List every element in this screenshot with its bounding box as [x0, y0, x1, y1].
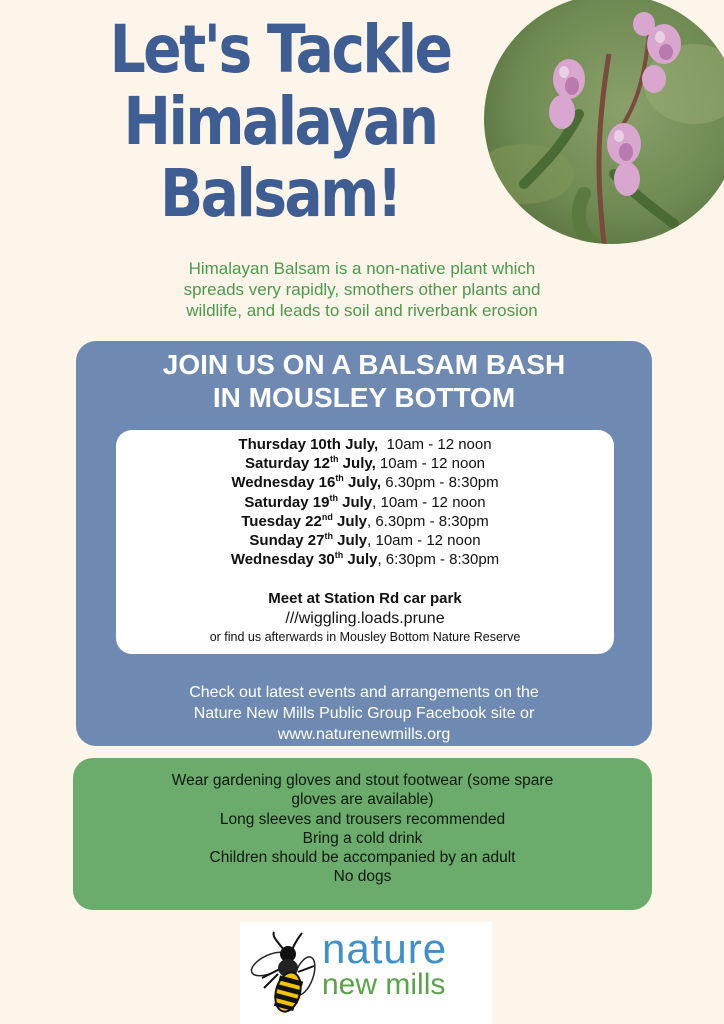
- session-month: July: [337, 493, 373, 511]
- session-day: Sunday 27: [249, 532, 325, 550]
- footer-line-2: Nature New Mills Public Group Facebook site or: [193, 705, 535, 722]
- logo-word-new-mills: new mills: [322, 968, 446, 1001]
- session-day: Saturday 19: [244, 493, 330, 511]
- session-day-suffix: th: [324, 531, 333, 542]
- schedule-card: [116, 430, 614, 654]
- session-month: July: [343, 551, 378, 569]
- website-link[interactable]: www.naturenewmills.org: [277, 726, 451, 743]
- session-day: Thursday 10th July,: [238, 436, 379, 453]
- tip-item: Children should be accompanied by an adult: [209, 849, 516, 867]
- session-day-suffix: nd: [321, 511, 333, 522]
- tip-item: Long sleeves and trousers recommended: [219, 810, 506, 828]
- session-list: [116, 435, 614, 569]
- session-item: [116, 493, 614, 512]
- afterwards-location: or find us afterwards in Mousley Bottom Nature Reserve: [209, 630, 521, 644]
- nature-new-mills-logo: [240, 922, 492, 1024]
- balsam-flower-photo: [484, 0, 724, 244]
- event-heading: [76, 348, 652, 414]
- session-day: Wednesday 30: [230, 551, 335, 569]
- session-item: [116, 550, 614, 569]
- session-item: [116, 454, 614, 473]
- session-month: July,: [343, 474, 382, 492]
- session-month: July,: [338, 455, 376, 473]
- event-heading-line-1: JOIN US ON A BALSAM BASH: [162, 349, 566, 380]
- session-item: [116, 531, 614, 550]
- meeting-point: Meet at Station Rd car park: [268, 590, 462, 607]
- event-footer: [106, 682, 622, 745]
- session-day: Tuesday 22: [241, 512, 322, 530]
- title-line-1: Let's Tackle: [109, 11, 451, 88]
- session-day-suffix: th: [329, 492, 338, 503]
- intro-text: [110, 258, 614, 321]
- session-day-suffix: th: [330, 454, 339, 465]
- session-item: [116, 473, 614, 492]
- intro-line-2: spreads very rapidly, smothers other plants and: [183, 280, 541, 299]
- event-heading-line-2: IN MOUSLEY BOTTOM: [212, 382, 516, 413]
- bee-logo-icon: [248, 926, 326, 1020]
- session-day: Wednesday 16: [231, 474, 336, 492]
- intro-line-3: wildlife, and leads to soil and riverbank erosion: [186, 301, 538, 320]
- session-item: [116, 435, 614, 454]
- poster-title: [91, 11, 469, 232]
- tip-item: gloves are available): [291, 791, 434, 809]
- session-month: July: [332, 532, 368, 550]
- session-time: 6.30pm - 8:30pm: [381, 474, 499, 492]
- tips-panel: [73, 758, 652, 910]
- what3words-address: ///wiggling.loads.prune: [285, 610, 445, 627]
- session-time: 10am - 12 noon: [375, 455, 486, 473]
- tip-item: No dogs: [333, 868, 392, 886]
- title-line-3: Balsam!: [159, 155, 401, 232]
- title-line-2: Himalayan: [123, 83, 437, 160]
- session-time: , 6.30pm - 8:30pm: [367, 512, 489, 530]
- tips-list: [103, 771, 622, 887]
- footer-line-1: Check out latest events and arrangements on the: [189, 684, 539, 701]
- session-time: , 10am - 12 noon: [372, 493, 486, 511]
- session-time: 10am - 12 noon: [378, 436, 492, 453]
- event-panel: [76, 341, 652, 746]
- intro-line-1: Himalayan Balsam is a non-native plant which: [188, 259, 536, 278]
- tip-item: Wear gardening gloves and stout footwear (some spare: [171, 772, 554, 789]
- logo-word-nature: nature: [322, 925, 448, 972]
- session-month: July: [332, 512, 368, 530]
- tip-item: Bring a cold drink: [302, 829, 423, 847]
- session-item: [116, 512, 614, 531]
- session-time: , 10am - 12 noon: [367, 532, 481, 550]
- session-day-suffix: th: [335, 473, 344, 484]
- session-day: Saturday 12: [244, 455, 331, 473]
- session-day-suffix: th: [334, 550, 344, 561]
- session-time: , 6:30pm - 8:30pm: [377, 551, 500, 569]
